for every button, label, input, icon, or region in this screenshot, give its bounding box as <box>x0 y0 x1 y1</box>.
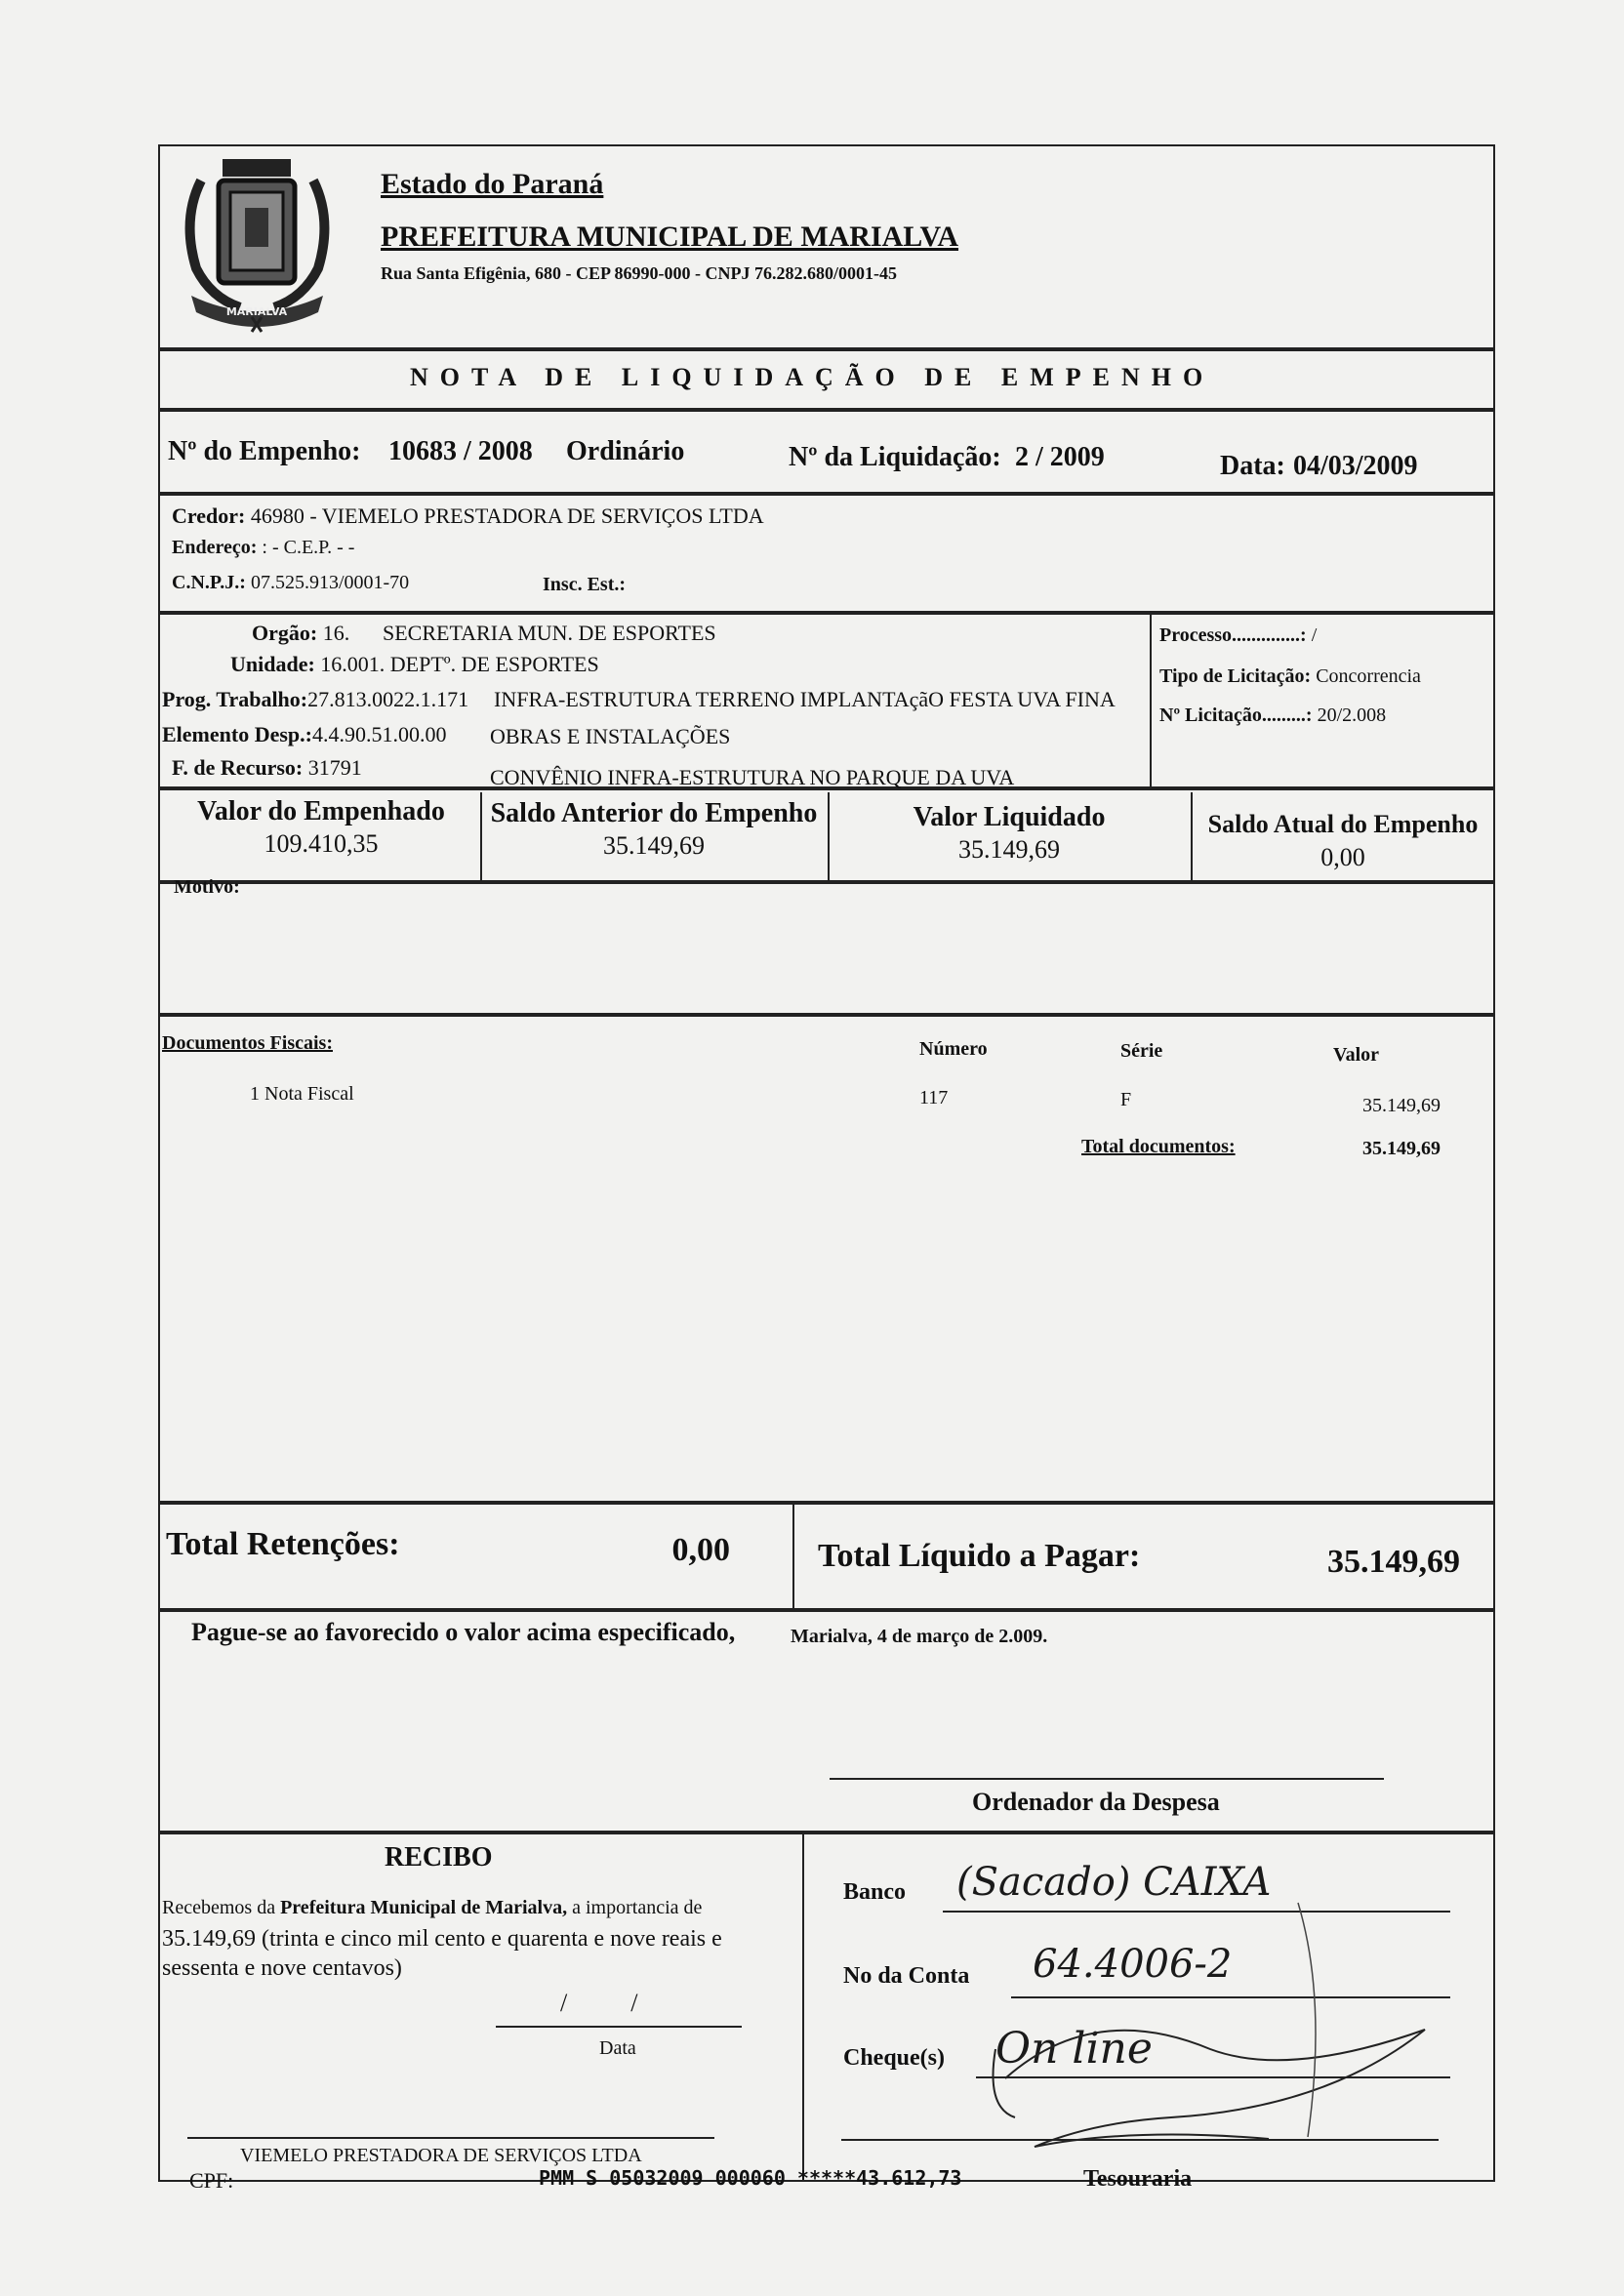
recibo-text-org: Prefeitura Municipal de Marialva, <box>280 1897 568 1918</box>
processo-label: Processo..............: <box>1159 624 1307 646</box>
orgao-line <box>252 621 349 646</box>
totais-divider <box>792 1503 794 1610</box>
documento-valor: 35.149,69 <box>1362 1095 1441 1116</box>
endereco-label: Endereço: <box>172 537 258 558</box>
orgao-code: 16. <box>322 621 350 645</box>
recibo-signature-line <box>187 2137 714 2139</box>
total-documentos-value: 35.149,69 <box>1362 1138 1441 1159</box>
prog-line <box>162 687 468 712</box>
processo-line <box>1159 624 1317 647</box>
recibo-empresa: VIEMELO PRESTADORA DE SERVIÇOS LTDA <box>240 2145 642 2166</box>
pague-text: Pague-se ao favorecido o valor acima especificado, <box>191 1618 736 1646</box>
tipo-licitacao-value: Concorrencia <box>1316 665 1421 687</box>
documento-numero: 117 <box>919 1087 949 1108</box>
unidade-line <box>230 652 599 677</box>
ordenador-label: Ordenador da Despesa <box>972 1788 1220 1816</box>
recibo-text <box>162 1897 702 1919</box>
unidade-value: 16.001. DEPTº. DE ESPORTES <box>320 652 599 676</box>
recibo-cpf-label: CPF: <box>189 2168 234 2193</box>
state-name: Estado do Paraná <box>381 168 604 200</box>
cnpj-label: C.N.P.J.: <box>172 572 246 593</box>
insc-est-label: Insc. Est.: <box>543 574 627 595</box>
documento-serie: F <box>1120 1089 1132 1110</box>
credor-value: 46980 - VIEMELO PRESTADORA DE SERVIÇOS LTDA <box>250 504 764 528</box>
autenticacao-stamp: PMM S 05032009 000060 *****43.612,73 <box>539 2166 962 2190</box>
recurso-line <box>172 755 362 781</box>
liquido-value: 35.149,69 <box>1327 1544 1460 1580</box>
empenho-label: Nº do Empenho: <box>168 436 361 466</box>
processo-value: / <box>1311 624 1318 646</box>
col-numero-header: Número <box>919 1038 988 1060</box>
prog-code: 27.813.0022.1.171 <box>307 687 469 711</box>
retencoes-label: Total Retenções: <box>166 1526 400 1562</box>
prefecture-address: Rua Santa Efigênia, 680 - CEP 86990-000 - CNPJ 76.282.680/0001-45 <box>381 263 898 283</box>
banco-label: Banco <box>843 1879 907 1905</box>
data-label: Data: <box>1220 451 1285 481</box>
saldo-atual-value: 0,00 <box>1320 843 1365 871</box>
liquidacao-label: Nº da Liquidação: <box>789 442 1001 472</box>
recibo-divider <box>802 1833 804 2182</box>
empenho-value: 10683 / 2008 <box>388 436 533 466</box>
motivo-box <box>158 882 1495 1015</box>
unidade-label: Unidade: <box>230 652 315 676</box>
elemento-name: OBRAS E INSTALAÇÕES <box>490 724 731 748</box>
saldo-anterior-label: Saldo Anterior do Empenho <box>490 798 818 828</box>
liquidacao-value: 2 / 2009 <box>1015 442 1105 472</box>
data-value: 04/03/2009 <box>1293 451 1418 481</box>
recurso-label: F. de Recurso: <box>172 755 304 780</box>
conta-label: No da Conta <box>843 1963 970 1989</box>
licitacao-value: 20/2.008 <box>1317 705 1387 726</box>
prog-label: Prog. Trabalho: <box>162 687 308 711</box>
licitacao-line <box>1159 705 1386 727</box>
recibo-valor-extenso: 35.149,69 (trinta e cinco mil cento e quarenta e nove reais e sessenta e nove centavos) <box>162 1926 722 1981</box>
pague-local-data: Marialva, 4 de março de 2.009. <box>791 1626 1048 1647</box>
tesouraria-label: Tesouraria <box>1083 2166 1193 2192</box>
documento-descricao: 1 Nota Fiscal <box>250 1083 354 1105</box>
tipo-licitacao-line <box>1159 665 1421 688</box>
cnpj-value: 07.525.913/0001-70 <box>250 572 410 593</box>
tesouraria-line <box>841 2139 1439 2141</box>
banco-value: (Sacado) CAIXA <box>956 1860 1272 1905</box>
licitacao-label: Nº Licitação.........: <box>1159 705 1313 726</box>
empenhado-label: Valor do Empenhado <box>197 796 445 826</box>
orgao-name: SECRETARIA MUN. DE ESPORTES <box>383 621 716 645</box>
saldo-anterior-value: 35.149,69 <box>603 831 705 860</box>
recibo-text-pre: Recebemos da <box>162 1897 276 1918</box>
municipal-crest-icon <box>162 132 352 337</box>
empenhado-value: 109.410,35 <box>264 829 379 858</box>
endereco-line <box>172 537 354 559</box>
credor-line <box>172 504 764 529</box>
recibo-data-label: Data <box>599 2037 636 2059</box>
liquidado-label: Valor Liquidado <box>913 802 1106 832</box>
recurso-name: CONVÊNIO INFRA-ESTRUTURA NO PARQUE DA UVA <box>490 765 1015 789</box>
liquidado-value: 35.149,69 <box>958 835 1060 864</box>
empenho-type: Ordinário <box>566 436 685 466</box>
col-serie-header: Série <box>1120 1040 1163 1062</box>
ordenador-signature-line <box>830 1778 1384 1780</box>
documentos-box <box>158 1015 1495 1503</box>
recibo-date-slashes: / / <box>560 1989 638 2017</box>
document-title: NOTA DE LIQUIDAÇÃO DE EMPENHO <box>410 363 1215 391</box>
recibo-title: RECIBO <box>385 1842 493 1873</box>
documentos-title: Documentos Fiscais: <box>162 1032 333 1054</box>
recibo-text-post: a importancia de <box>572 1897 703 1918</box>
cheque-label: Cheque(s) <box>843 2045 946 2071</box>
liquido-label: Total Líquido a Pagar: <box>818 1538 1141 1574</box>
retencoes-value: 0,00 <box>671 1532 730 1568</box>
elemento-label: Elemento Desp.: <box>162 722 312 746</box>
motivo-label: Motivo: <box>174 876 240 898</box>
tesouraria-signature <box>976 1883 1464 2176</box>
endereco-value: : - C.E.P. - - <box>262 537 355 558</box>
elemento-code: 4.4.90.51.00.00 <box>311 722 447 746</box>
crest-text: MARIALVA <box>225 305 288 318</box>
prefecture-name: PREFEITURA MUNICIPAL DE MARIALVA <box>381 221 959 253</box>
orgao-label: Orgão: <box>252 621 318 645</box>
cnpj-line <box>172 572 409 594</box>
recibo-date-line <box>496 2026 742 2028</box>
col-valor-header: Valor <box>1333 1044 1380 1066</box>
saldo-atual-label: Saldo Atual do Empenho <box>1207 810 1479 838</box>
prog-name: INFRA-ESTRUTURA TERRENO IMPLANTAçãO FESTA UVA FINA <box>494 687 1116 711</box>
credor-label: Credor: <box>172 504 246 528</box>
recurso-code: 31791 <box>307 755 362 780</box>
cheque-value: On line <box>995 2024 1153 2074</box>
tipo-licitacao-label: Tipo de Licitação: <box>1159 665 1312 687</box>
dotacao-divider <box>1150 613 1152 788</box>
elemento-line <box>162 722 446 747</box>
total-documentos-label: Total documentos: <box>1081 1136 1236 1157</box>
conta-value: 64.4006-2 <box>1033 1942 1233 1987</box>
